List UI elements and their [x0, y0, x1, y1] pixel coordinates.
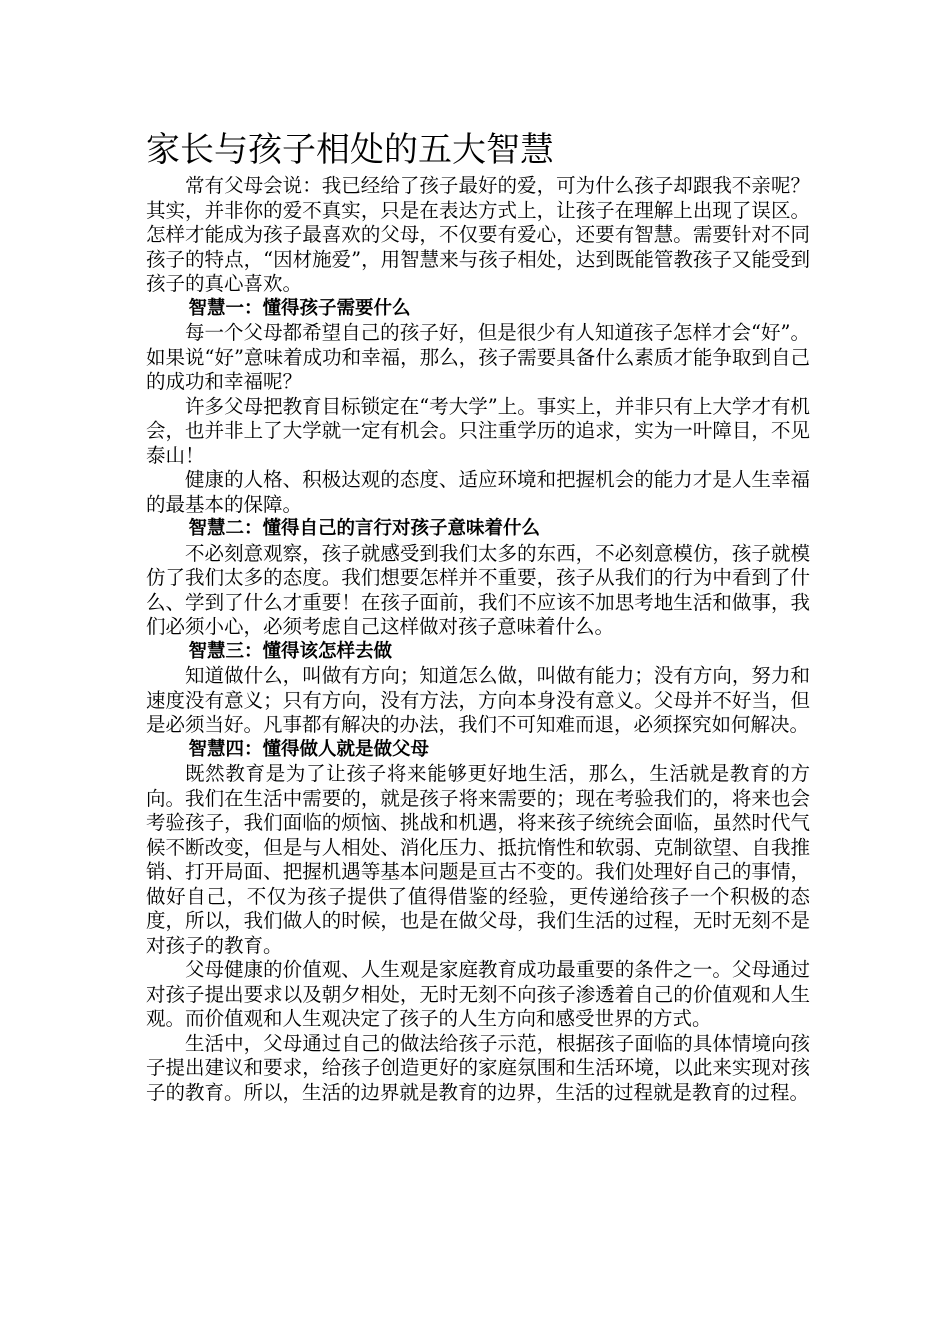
- section-3-paragraph-1: 知道做什么，叫做有方向；知道怎么做，叫做有能力；没有方向，努力和速度没有意义；只有方向，没有方法，方向本身没有意义。父母并不好当，但是必须当好。凡事都有解决的办法，我们不可知难而退，必须探究如何解决。: [146, 664, 810, 736]
- section-heading-1: 智慧一：懂得孩子需要什么: [188, 297, 411, 319]
- section-1-paragraph-1: 每一个父母都希望自己的孩子好，但是很少有人知道孩子怎样才会“好”。如果说“好”意味着成功和幸福，那么，孩子需要具备什么素质才能争取到自己的成功和幸福呢？: [146, 321, 810, 393]
- section-1-paragraph-2: 许多父母把教育目标锁定在“考大学”上。事实上，并非只有上大学才有机会，也并非上了大学就一定有机会。只注重学历的追求，实为一叶障目，不见泰山！: [146, 394, 810, 467]
- section-1-paragraph-3: 健康的人格、积极达观的态度、适应环境和把握机会的能力才是人生幸福的最基本的保障。: [146, 468, 810, 516]
- document-page: [146, 128, 810, 1105]
- section-4-paragraph-1: 既然教育是为了让孩子将来能够更好地生活，那么，生活就是教育的方向。我们在生活中需要的，就是孩子将来需要的；现在考验我们的，将来也会考验孩子，我们面临的烦恼、挑战和机遇，将来孩子统统会面临，虽然时代气候不断改变，但是与人相处、消化压力、抵抗惰性和软弱、克制欲望、自我推销、打开局面、把握机遇等基本问题是亘古不变的。我们处理好自己的事情，做好自己，不仅为孩子提供了值得借鉴的经验，更传递给孩子一个积极的态度，所以，我们做人的时候，也是在做父母，我们生活的过程，无时无刻不是对孩子的教育。: [146, 762, 810, 957]
- section-2-paragraph-1: 不必刻意观察，孩子就感受到我们太多的东西，不必刻意模仿，孩子就模仿了我们太多的态度。我们想要怎样并不重要，孩子从我们的行为中看到了什么、学到了什么才重要！在孩子面前，我们不应该不加思考地生活和做事，我们必须小心，必须考虑自己这样做对孩子意味着什么。: [146, 541, 810, 638]
- section-heading-2: 智慧二：懂得自己的言行对孩子意味着什么: [188, 518, 541, 539]
- section-heading-4: 智慧四：懂得做人就是做父母: [188, 738, 430, 760]
- intro-paragraph: 常有父母会说：我已经给了孩子最好的爱，可为什么孩子却跟我不亲呢？其实，并非你的爱不真实，只是在表达方式上，让孩子在理解上出现了误区。怎样才能成为孩子最喜欢的父母，不仅要有爱心，还要有智慧。需要针对不同孩子的特点，“因材施爱”，用智慧来与孩子相处，达到既能管教孩子又能受到孩子的真心喜欢。: [146, 174, 810, 295]
- page-title: 家长与孩子相处的五大智慧: [146, 130, 554, 170]
- section-4-paragraph-2: 父母健康的价值观、人生观是家庭教育成功最重要的条件之一。父母通过对孩子提出要求以及朝夕相处，无时无刻不向孩子渗透着自己的价值观和人生观。而价值观和人生观决定了孩子的人生方向和感受世界的方式。: [146, 958, 810, 1030]
- section-4-paragraph-3: 生活中，父母通过自己的做法给孩子示范，根据孩子面临的具体情境向孩子提出建议和要求，给孩子创造更好的家庭氛围和生活环境，以此来实现对孩子的教育。所以，生活的边界就是教育的边界，生活的过程就是教育的过程。: [146, 1031, 810, 1104]
- section-heading-3: 智慧三：懂得该怎样去做: [188, 640, 393, 662]
